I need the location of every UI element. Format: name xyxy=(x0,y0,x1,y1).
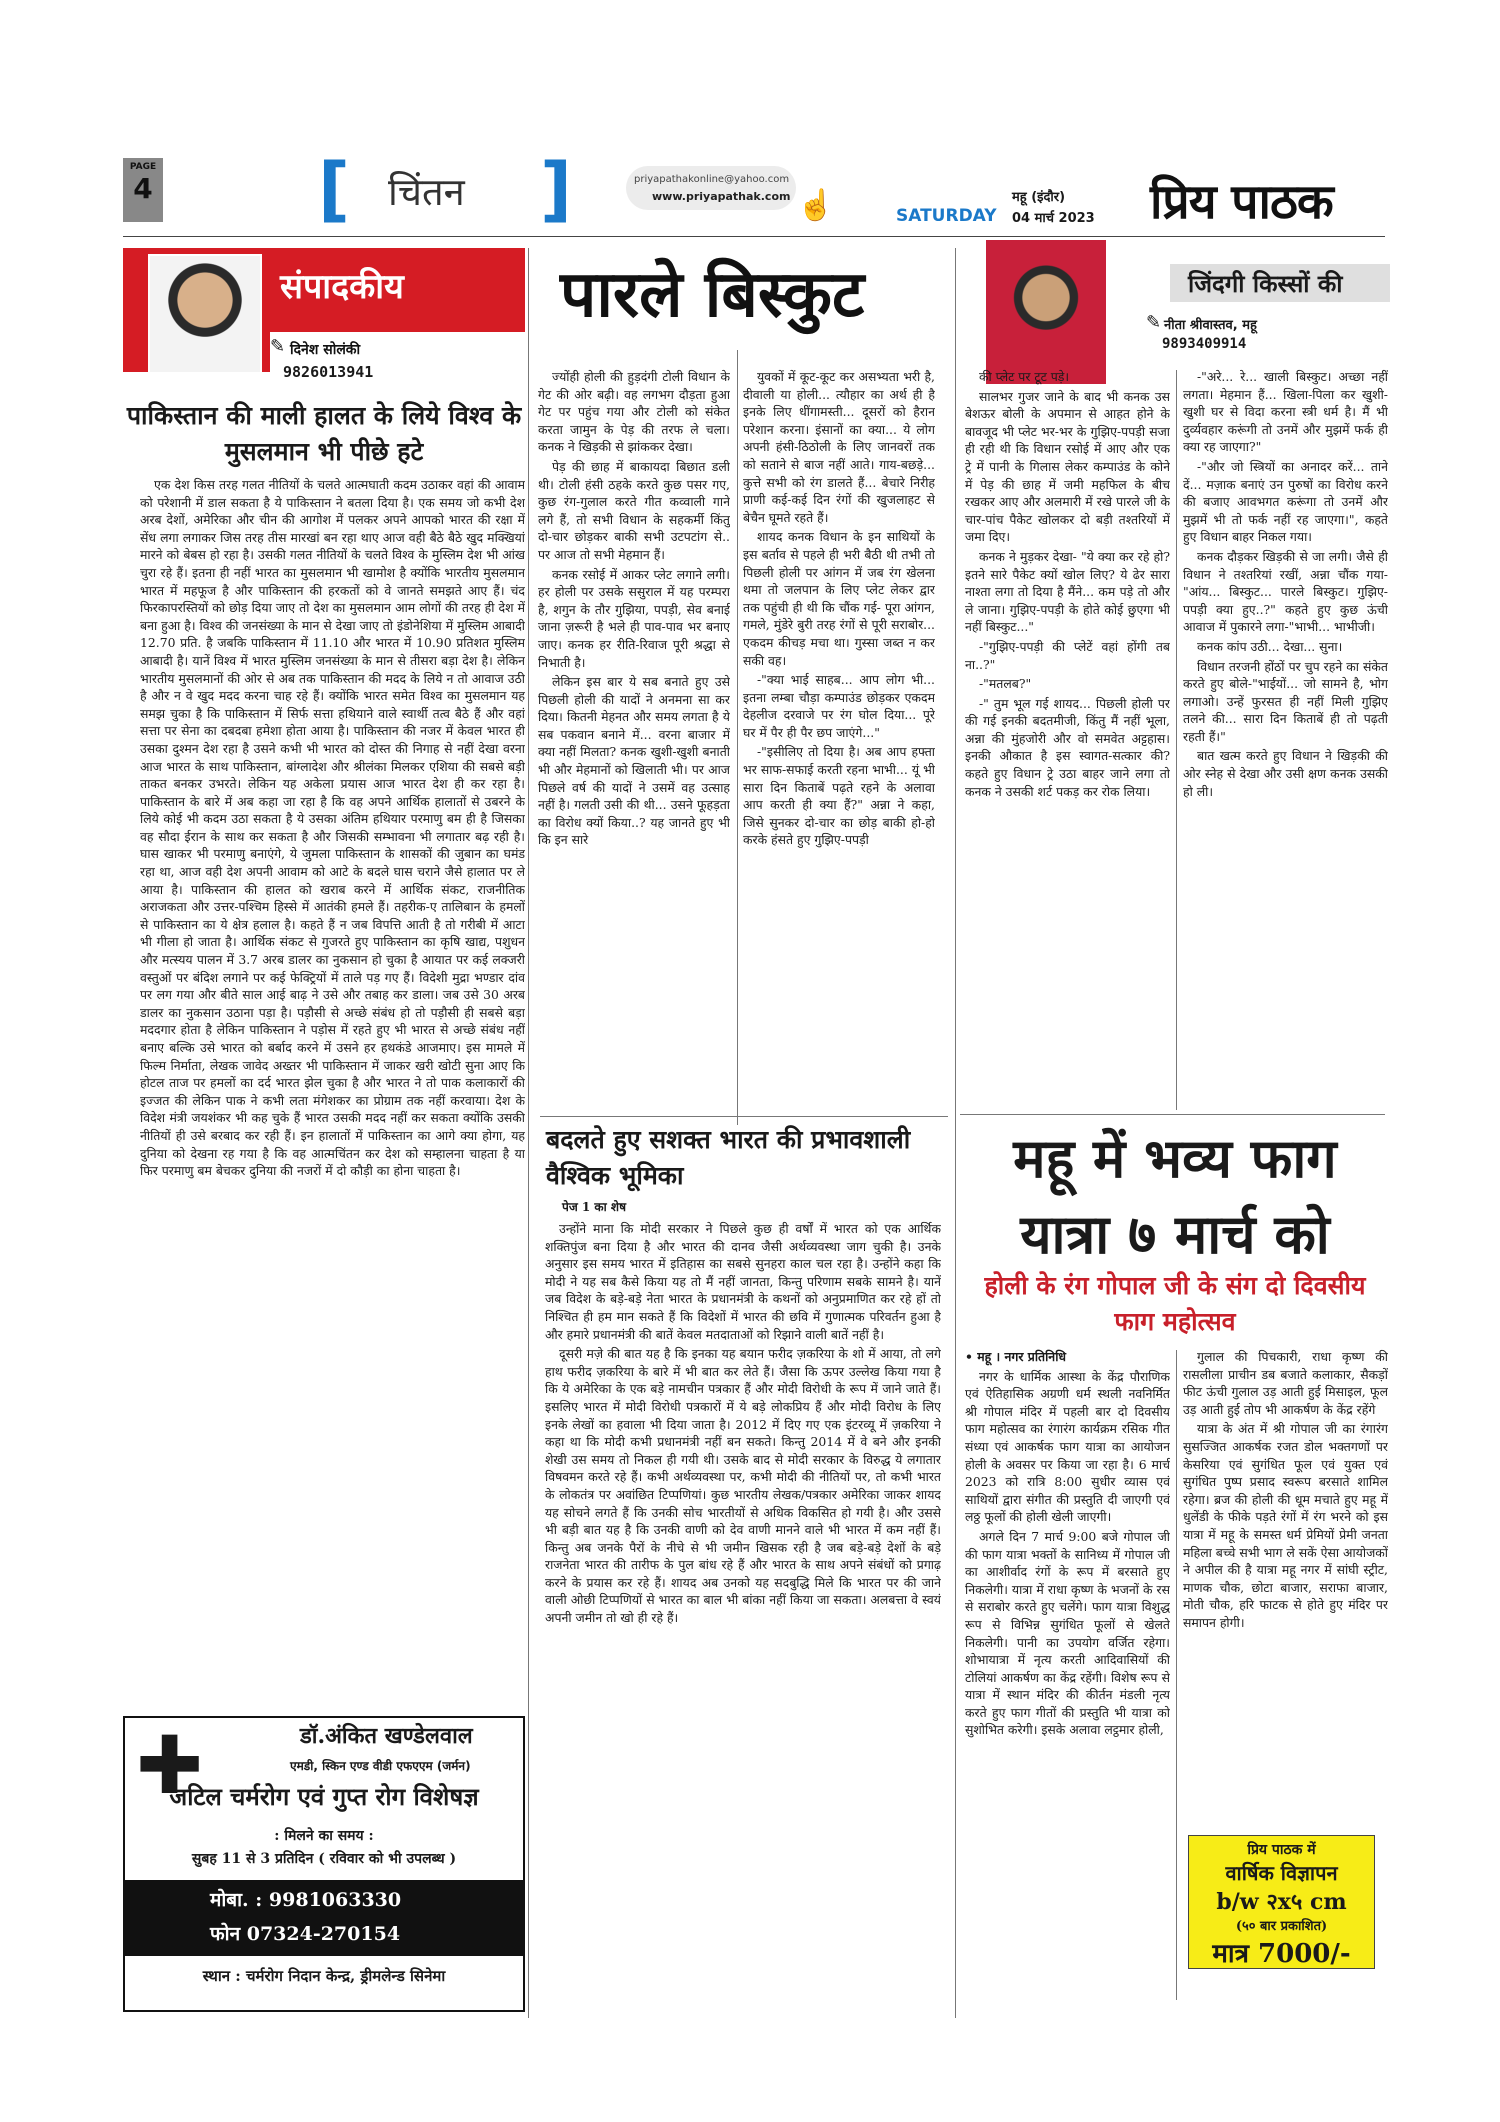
dateline-place: महू (इंदौर) xyxy=(1012,190,1066,205)
fag-column-2 xyxy=(1183,1348,1388,1833)
website-link[interactable]: www.priyapathak.com xyxy=(652,190,791,203)
column-rule xyxy=(1176,1350,1177,2000)
fag-dateline: • महू । नगर प्रतिनिधि xyxy=(965,1349,1067,1364)
story-paragraph: -"अरे... रे... खाली बिस्कुट। अच्छा नहीं लगता। मेहमान हैं... खिला-पिला कर खुशी-खुशी घर से विदा करना स्त्री धर्म है। मैं भी दुर्व्यवहार करूंगी तो उनमें और मुझमें फर्क ही क्या रह जाएगा?" xyxy=(1183,369,1388,455)
editor-phone: 9826013941 xyxy=(283,363,374,381)
story-paragraph: कनक ने मुड़कर देखा- "ये क्या कर रहे हो? इतने सारे पैकेट क्यों खोल लिए? ये ढेर सारा नाश्ता लगा तो दिया है मैंने... कम पड़े तो और ले जाना। गुझिए-पपड़ी के होते कोई छुएगा भी नहीं बिस्कुट..." xyxy=(965,548,1170,635)
editorial-paragraph: एक देश किस तरह गलत नीतियों के चलते आत्मघाती कदम उठाकर वहां की आवाम को परेशानी में डाल सकता है ये पाकिस्तान ने बतला दिया है। एक समय जो कभी देश अरब देशों, अमेरिका और चीन की आगोश में पलकर अपने आपको भारत की रक्षा में सेंध लगा लगाकर जिस तरह तीस मारखां बन रहा थाए आज वही बैठे बैठे खुद मक्खियां मारने को बेबस हो रहा है। उसकी गलत नीतियों के चलते विश्व के मुस्लिम देश भी आंख चुरा रहे हैं। इतना ही नहीं भारत का मुसलमान भी खामोश है क्योंकि भारतीय मुसलमान भारत में महफूज है और पाकिस्तान की हरकतों को वे जानते समझते आए हैं। चंद फिरकापरस्तियों को छोड़ दिया जाए तो देश का मुसलमान आम लोगों की तरह ही देश में बना हुआ है। विश्व की जनसंख्या के मान से देखा जाए तो इंडोनेशिया में मुस्लिम आबादी 12.70 प्रति. है जबकि पाकिस्तान में 11.10 और भारत में 10.90 प्रतिशत मुस्लिम आबादी है। यानें विश्व में भारत मुस्लिम जनसंख्या के मान से तीसरा बड़ा देश है। लेकिन भारतीय मुसलमानों की ओर से अब तक पाकिस्तान की मदद के लिये न तो आवाज उठी है और न वे खुद मदद करना चाह रहे हैं। क्योंकि भारत समेत विश्व का मुसलमान यह समझ चुका है कि पाकिस्तान में सिर्फ सत्ता हथियाने वाले स्वार्थी तत्व बैठे हैं और वहां सत्ता पर सेना का दबदबा हमेशा होता आया है। पाकिस्तान की नजर में केवल भारत ही उसका दुश्मन देश रहा है उसने कभी भी भारत को दोस्त की निगाह से नहीं देखा वरना आज भारत के साथ पाकिस्तान, बांग्लादेश और श्रीलंका मिलकर एशिया की सबसे बड़ी ताकत बनकर उभरते। लेकिन यह अकेला प्रयास आज भारत देश ही कर रहा है। पाकिस्तान के बारे में अब कहा जा रहा है कि वह अपने आर्थिक हालातों से उबरने के लिये कोई भी कदम उठा सकता है ये उसका अंतिम हथियार परमाणु बम ही है जिसका वह सौदा ईरान के साथ कर सकता है और जिसकी सम्भावना भी लगातार बढ़ रही है। घास खाकर भी परमाणु बनाएंगे, ये जुमला पाकिस्तान के शासकों की जुबान का घमंड रहा था, आज वही देश अपनी आवाम को आटे के बदले घास चराने जैसे हालात पर ले आया है। पाकिस्तान की हालत को खराब करने में आर्थिक संकट, राजनीतिक अराजकता और उत्तर-पश्चिम हिस्से में आतंकी हमले हैं। तहरीक-ए तालिबान के हमलों से पाकिस्तान का ये क्षेत्र हलाल है। कहते हैं न जब विपत्ति आती है तो गरीबी में आटा भी गीला हो जाता है। आर्थिक संकट से गुजरते हुए पाकिस्तान का कृषि खाद्य, पशुधन और मत्स्यय पालन में 3.7 अरब डालर का नुकसान हो चुका है आयात पर कई लक्जरी वस्तुओं पर बंदिश लगाने पर कई फेक्ट्रियों में ताले पड़ गए हैं। विदेशी मुद्रा भण्डार दांव पर लग गया और बीते साल आई बाढ़ ने उसे और तबाह कर डाला। जब उसे 30 अरब डालर का नुकसान उठाना पड़ा है। पड़ौसी से अच्छे संबंध हो तो पड़ौसी ही सबसे बड़ा मददगार होता है लेकिन पाकिस्तान ने पड़ोस में रहते हुए भी भारत से अच्छे संबंध नहीं बनाए बल्कि उसे भारत को बर्बाद करने में उसने हर हथकंडे आजमाए। इस मामले में फिल्म निर्माता, लेखक जावेद अख्तर भी पाकिस्तान में जाकर खरी खोटी सुना आए कि होटल ताज पर हमलों का दर्द भारत झेल चुका है और भारत ने तो पाक कलाकारों की इज्जत की लेकिन पाक ने कभी लता मंगेशकर का प्रोग्राम तक नहीं करवाया। देश के विदेश मंत्री जयशंकर भी कह चुके हैं भारत उसकी मदद नहीं कर सकता क्योंकि उसकी नीतियों ही उसे बरबाद कर रही हैं। इन हालातों में पाकिस्तान का आगे क्या होगा, यह दुनिया को देखना रह गया है कि वह आत्मचिंतन कर देश को सम्हालना चाहता है या फिर परमाणु बम बेचकर दुनिया की नजरों में दो कौड़ी का होना चाहता है। xyxy=(140,477,525,1179)
ad-line: वार्षिक विज्ञापन xyxy=(1225,1861,1338,1885)
ad-mobile: मोबा. : 9981063330 xyxy=(210,1889,402,1911)
bracket-left-icon: [ xyxy=(318,148,350,230)
section-rule xyxy=(960,1114,1385,1115)
bracket-right-icon: ] xyxy=(540,148,572,230)
ad-landline: फोन 07324-270154 xyxy=(210,1923,401,1945)
fag-headline: महू में भव्य फाग यात्रा ७ मार्च को xyxy=(1013,1126,1337,1266)
column-rule xyxy=(955,248,956,2018)
weekday: SATURDAY xyxy=(896,206,997,226)
editorial-headline: पाकिस्तान की माली हालत के लिये विश्व के मुसलमान भी पीछे हटे xyxy=(126,401,522,466)
column-rule xyxy=(528,248,529,2018)
story-title: पारले बिस्कुट xyxy=(560,257,865,332)
india-paragraph: दूसरी मज़े की बात यह है कि इनका यह बयान फरीद ज़करिया के शो में आया, तो लगे हाथ फरीद ज़करिया के बारे में भी बात कर लेते हैं। जैसा कि ऊपर उल्लेख किया गया है कि ये अमेरिका के एक बड़े नामचीन पत्रकार हैं और मोदी विरोधी के रूप में जाने जाते हैं। इसलिए भारत में मोदी विरोधी पत्रकारों में ये बड़े लोकप्रिय हैं और मोदी विरोध के लिए इनके लेखों का हवाला भी दिया जाता है। 2012 में दिए गए एक इंटरव्यू में ज़करिया ने कहा था कि मोदी कभी प्रधानमंत्री नहीं बन सकते। किन्तु 2014 में वे बने और इनकी शेखी उस समय तो निकल ही गयी थी। उसके बाद से मोदी सरकार के विरुद्ध ये लगातार विषवमन करते रहे हैं। कभी अर्थव्यवस्था पर, कभी मोदी की नीतियों पर, तो कभी भारत के लोकतंत्र पर अवांछित टिप्पणियां। कुछ भारतीय लेखक/पत्रकार अमेरिका जाकर शायद यह सोचने लगते हैं कि उनकी सोच भारतीयों से अधिक विकसित हो गयी है। और उससे भी बड़ी बात यह है कि उनकी वाणी को देव वाणी मानने वाले भी भारत में कम नहीं हैं। किन्तु अब जनके पैरों के नीचे से भी जमीन खिसक रही है जब बड़े-बड़े देशों के बड़े राजनेता भारत की तारीफ के पुल बांध रहे हैं और भारत के साथ अपने संबंधों को प्रगाढ़ करने के प्रयास कर रहे हैं। शायद अब उनको यह सदबुद्धि मिले कि भारत पर की जाने वाली ओछी टिप्पणियों से भारत का बाल भी बांका नहीं किया जा सकता। अलबत्ता वे स्वयं अपनी जमीन तो खो ही रहे हैं। xyxy=(545,1346,941,1626)
ad-degree: एमडी, स्किन एण्ड वीडी एफएएम (जर्मन) xyxy=(290,1759,471,1773)
page-label: PAGE xyxy=(129,162,157,172)
story-paragraph: ज्योंही होली की हुड़दंगी टोली विधान के गेट की ओर बढ़ी। वह लगभग दौड़ता हुआ गेट पर पहुंच गया और टोली को संकेत करता जामुन के पेड़ की तरफ ले चला। कनक ने खिड़की से झांककर देखा। xyxy=(538,369,730,455)
pointing-hand-icon: ☝ xyxy=(797,188,835,223)
writer-name: नीता श्रीवास्तव, महू xyxy=(1164,318,1257,333)
india-headline: बदलते हुए सशक्त भारत की प्रभावशाली वैश्विक भूमिका xyxy=(546,1125,911,1190)
story-paragraph: -"इसीलिए तो दिया है। अब आप हफ्ता भर साफ-सफाई करती रहना भाभी... यूं भी सारा दिन किताबें पढ़ते रहने के अलावा आप करती ही क्या हैं?" अन्ना ने कहा, जिसे सुनकर दो-चार का छोड़ बाकी हो-हो करके हंसते हुए गुझिए-पपड़ी xyxy=(743,744,935,848)
story-column-3 xyxy=(965,368,1170,1113)
ad-meet-label: : मिलने का समय : xyxy=(274,1828,374,1844)
fag-paragraph: अगले दिन 7 मार्च 9:00 बजे गोपाल जी की फाग यात्रा भक्तों के सानिध्य में गोपाल जी का आशीर्वाद रंगों के रूप में बरसाते हुए निकलेगी। यात्रा में राधा कृष्ण के भजनों के रस से सराबोर करते हुए चलेंगे। फाग यात्रा विशुद्ध रूप से विभिन्न सुगंधित फूलों से खेलते निकलेगी। पानी का उपयोग वर्जित रहेगा। शोभायात्रा में नृत्य करती आदिवासियों की टोलियां आकर्षण का केंद्र रहेंगी। विशेष रूप से यात्रा में स्थान मंदिर की कीर्तन मंडली नृत्य करते हुए फाग गीतों की प्रस्तुति भी यात्रा को सुशोभित करेगी। इसके अलावा लट्ठमार होली, xyxy=(965,1528,1170,1738)
ad-doctor-name: डॉ.अंकित खण्डेलवाल xyxy=(300,1723,473,1749)
ad-line: b/w २x५ cm xyxy=(1216,1889,1347,1915)
editorial-title: संपादकीय xyxy=(280,267,404,307)
medical-cross-icon: ✚ xyxy=(136,1719,204,1812)
editorial-body xyxy=(140,476,525,1706)
story-paragraph: शायद कनक विधान के इन साथियों के इस बर्ताव से पहले ही भरी बैठी थी तभी तो पिछली होली पर आंगन में जब रंग खेलना थमा तो जलपान के लिए प्लेट लेकर द्वार तक पहुंची ही थी कि चौंक गई- पूरा आंगन, गमले, मुंडेरे बुरी तरह रंगों से पूरी सराबोर... एकदम कीचड़ मचा था। गुस्सा जब्त न कर सकी वह। xyxy=(743,529,935,668)
story-column-1 xyxy=(538,368,730,1134)
india-kicker: पेज 1 का शेष xyxy=(562,1200,627,1214)
ad-line: प्रिय पाठक में xyxy=(1247,1842,1316,1858)
ad-timing: सुबह 11 से 3 प्रतिदिन ( रविवार को भी उपलब्ध ) xyxy=(191,1851,457,1867)
story-paragraph: विधान तरजनी होंठों पर चुप रहने का संकेत करते हुए बोले-"भाईयों... जो सामने है, भोग लगाओ। उन्हें फुरसत ही नहीं मिली गुझिए तलने की... सारा दिन किताबें ही तो पढ़ती रहती हैं।" xyxy=(1183,658,1388,744)
fag-paragraph: नगर के धार्मिक आस्था के केंद्र पौराणिक एवं ऐतिहासिक अग्रणी धर्म स्थली नवनिर्मित श्री गोपाल मंदिर में पहली बार दो दिवसीय फाग महोत्सव का रंगारंग कार्यक्रम रसिक गीत संध्या एवं आकर्षक फाग यात्रा का आयोजन होली के अवसर पर किया जा रहा है। 6 मार्च 2023 को रात्रि 8:00 सुधीर व्यास एवं साथियों द्वारा संगीत की प्रस्तुति दी जाएगी एवं लठ्ठ फूलों की होली खेली जाएगी। xyxy=(965,1368,1170,1525)
pen-icon: ✎ xyxy=(1146,312,1162,333)
editor-name: दिनेश सोलंकी xyxy=(290,342,361,358)
header-rule xyxy=(123,236,1385,237)
ad-price: मात्र 7000/- xyxy=(1212,1939,1351,1969)
ad-line: (५० बार प्रकाशित) xyxy=(1235,1919,1328,1934)
editor-photo xyxy=(148,254,262,374)
writer-phone: 9893409914 xyxy=(1162,336,1247,352)
pen-icon: ✎ xyxy=(270,336,286,357)
writer-photo xyxy=(986,240,1106,384)
page-number: 4 xyxy=(133,172,153,205)
story-paragraph: कनक दौड़कर खिड़की से जा लगी। जैसे ही विधान ने तश्तरियां रखीं, अन्ना चौंक गया- "आंय... बिस्कुट... पारले बिस्कुट। गुझिए-पपड़ी क्या हुए..?" कहते हुए कुछ ऊंची आवाज में पुकारने लगा-"भाभी... भाभीजी। xyxy=(1183,548,1388,635)
story-paragraph: -"और जो स्त्रियों का अनादर करें... ताने दें... मज़ाक बनाएं उन पुरुषों का विरोध करने की बजाए आवभगत करूंगा तो उनमें और मुझमें भी तो फर्क नहीं रह जाएगा।", कहते हुए विधान बाहर निकल गया। xyxy=(1183,458,1388,545)
story-paragraph: -"क्या भाई साहब... आप लोग भी... इतना लम्बा चौड़ा कम्पाउंड छोड़कर एकदम देहलीज दरवाजे पर रंग घोल दिया... पूरे घर में पैर ही पैर छप जाएंगे..." xyxy=(743,672,935,740)
story-paragraph: की प्लेट पर टूट पड़े। xyxy=(979,369,1070,384)
email-link[interactable]: priyapathakonline@yahoo.com xyxy=(634,174,790,185)
classified-ad xyxy=(1188,1835,1375,1969)
story-paragraph: बात खत्म करते हुए विधान ने खिड़की की ओर स्नेह से देखा और उसी क्षण कनक उसकी हो ली। xyxy=(1183,748,1388,799)
page-badge xyxy=(123,158,163,222)
story-column-4 xyxy=(1183,368,1388,1113)
india-body xyxy=(545,1220,941,1990)
fag-column-1 xyxy=(965,1348,1170,1998)
section-title: चिंतन xyxy=(388,170,465,214)
story-paragraph: कनक कांप उठी... देखा... सुना। xyxy=(1197,638,1343,654)
story-paragraph: -" तुम भूल गई शायद... पिछली होली पर की गई इनकी बदतमीजी, किंतु मैं नहीं भूला, अन्ना की मुंहजोरी और वो समवेत अट्टहास। इनकी औकात है इस स्वागत-सत्कार की? कहते हुए विधान ट्रे उठा बाहर जाने लगा तो कनक ने उसकी शर्ट पकड़ कर रोक लिया। xyxy=(965,695,1170,799)
story-paragraph: पेड़ की छाह में बाकायदा बिछात डली थी। टोली हंसी ठहके करते कुछ पसर गए, कुछ रंग-गुलाल करते गीत कव्वाली गाने लगे हैं, तो सभी विधान के सहकर्मी किंतु दो-चार छोड़कर बाकी सभी उटपटांग से.. पर आज तो सभी मेहमान हैं। xyxy=(538,458,730,562)
story-paragraph: -"मतलब?" xyxy=(979,676,1032,692)
ad-address: स्थान : चर्मरोग निदान केन्द्र, ड्रीमलेन्ड सिनेमा xyxy=(202,1967,446,1985)
story-paragraph: लेकिन इस बार ये सब बनाते हुए उसे पिछली होली की यादों ने अनमना सा कर दिया। कितनी मेहनत और समय लगता है ये सब पकवान बनाने में... वरना बाजार में क्या नहीं मिलता? कनक खुशी-खुशी बनाती भी और मेहमानों को खिलाती भी। पर आज पिछले वर्ष की यादों ने उसमें वह उत्साह नहीं है। गलती उसी की थी... उसने फूहड़ता का विरोध क्यों किया..? यह जानते हुए भी कि इन सारे xyxy=(538,674,730,848)
ad-specialty: जटिल चर्मरोग एवं गुप्त रोग विशेषज्ञ xyxy=(169,1782,479,1811)
story-paragraph: कनक रसोई में आकर प्लेट लगाने लगी। हर होली पर उसके ससुराल में यह परम्परा है, शगुन के तौर गुझिया, पपड़ी, सेव बनाई जाना ज़रूरी है भले ही पाव-पाव भर बनाए जाए। कनक हर रीति-रिवाज पूरी श्रद्धा से निभाती है। xyxy=(538,566,730,670)
fag-subheadline: होली के रंग गोपाल जी के संग दो दिवसीय फाग महोत्सव xyxy=(984,1271,1366,1336)
column-rule xyxy=(737,350,738,1125)
section-rule xyxy=(540,1116,948,1117)
fag-paragraph: गुलाल की पिचकारी, राधा कृष्ण की रासलीला प्राचीन डब बजाते कलाकार, सैकड़ों फीट ऊंची गुलाल उड़ आती हुई मिसाइल, फूल उड़ आती हुई तोप भी आकर्षण के केंद्र रहेंगे xyxy=(1183,1349,1388,1417)
story-paragraph: -"गुझिए-पपड़ी की प्लेटें वहां होंगी तब ना..?" xyxy=(965,638,1170,672)
newspaper-logo: प्रिय पाठक xyxy=(1150,174,1333,230)
fag-paragraph: यात्रा के अंत में श्री गोपाल जी का रंगारंग सुसज्जित आकर्षक रजत डोल भक्तगणों पर केसरिया एवं सुगंधित फूल एवं युक्त एवं सुगंधित पुष्प प्रसाद स्वरूप बरसाते शामिल रहेगा। ब्रज की होली की धूम मचाते हुए महू में धुलेंडी के फीके पड़ते रंगों में रंग भरने को इस यात्रा में महू के समस्त धर्म प्रेमियों प्रेमी जनता महिला बच्चे सभी भाग ले सकें ऐसा आयोजकों ने अपील की है यात्रा महू नगर में सांघी स्ट्रीट, माणक चौक, छोटा बाजार, सराफा बाजार, मोती चौक, हरि फाटक से होते हुए मंदिर पर समापन होगी। xyxy=(1183,1421,1388,1630)
contact-pill xyxy=(626,166,796,210)
column-rule xyxy=(1176,370,1177,1110)
india-paragraph: उन्होंने माना कि मोदी सरकार ने पिछले कुछ ही वर्षों में भारत को एक आर्थिक शक्तिपुंज बना दिया है और भारत की दानव जैसी अर्थव्यवस्था जाग चुकी है। उनके अनुसार इस समय भारत में इतिहास का सबसे सुनहरा काल चल रहा है। उन्होंने कहा कि मोदी ने यह सब कैसे किया यह तो मैं नहीं जानता, किन्तु परिणाम सबके सामने है। यानें जब विदेश के बड़े-बड़े नेता भारत के प्रधानमंत्री के कथनों को अनुप्रमाणित कर रहे हों तो निश्चित ही हम मान सकते हैं कि विदेशों में भारत की छवि में गुणात्मक परिवर्तन हुआ है और हमारे प्रधानमंत्री की बातें केवल मतदाताओं को रिझाने वाली बातें नहीं है। xyxy=(545,1221,941,1342)
column-title: जिंदगी किस्सों की xyxy=(1188,269,1343,298)
story-column-2 xyxy=(743,368,935,1134)
story-paragraph: सालभर गुजर जाने के बाद भी कनक उस बेशऊर बोली के अपमान से आहत होने के बावजूद भी प्लेट भर-भर के गुझिए-पपड़ी सजा ही रही थी कि विधान रसोई में आए और एक ट्रे में पानी के गिलास लेकर कम्पाउंड के कोने में पेड़ की छाह में जमी महफिल के बीच रखकर आए और अलमारी में रखे पारले जी के चार-पांच पैकेट खोलकर दो बड़ी तश्तरियों में जमा दिए। xyxy=(965,388,1170,545)
story-paragraph: युवकों में कूट-कूट कर असभ्यता भरी है, दीवाली या होली... त्यौहार का अर्थ ही है इनके लिए धींगामस्ती... दूसरों को हैरान परेशान करना। इंसानों का क्या... ये लोग अपनी हंसी-ठिठोली के लिए जानवरों तक को सताने से बाज नहीं आते। गाय-बछड़े... कुत्ते सभी को रंग डालते हैं... बेचारे निरीह प्राणी कई-कई दिन रंगों की खुजलाहट से बेचैन घूमते रहते हैं। xyxy=(743,369,935,525)
dateline-date: 04 मार्च 2023 xyxy=(1012,211,1095,226)
